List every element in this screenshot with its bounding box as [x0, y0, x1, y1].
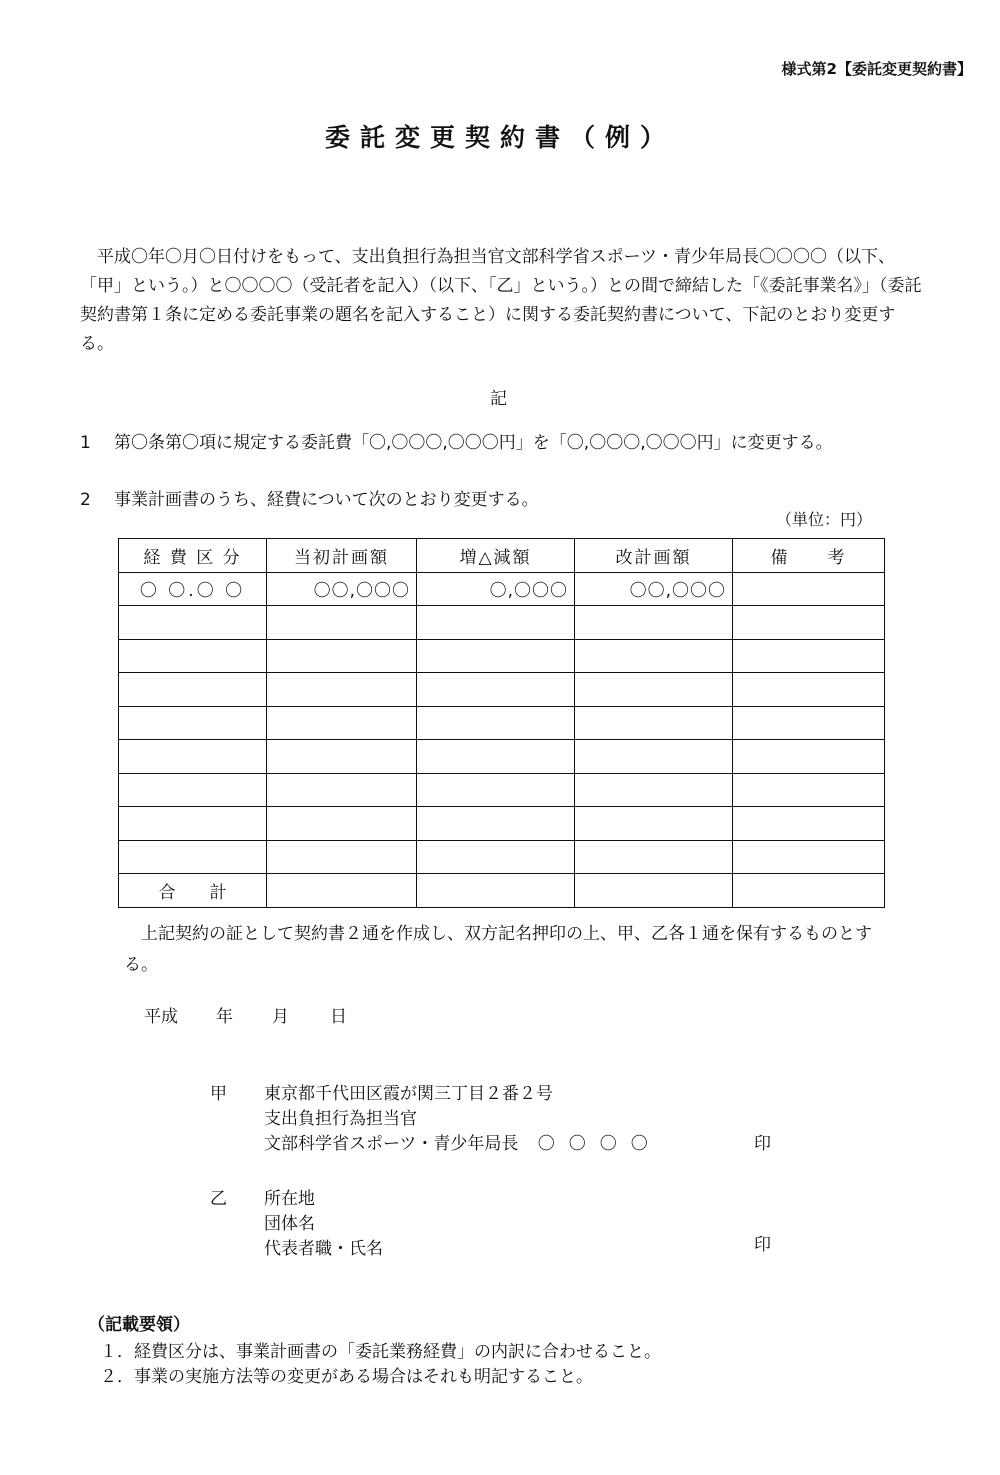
item-1-number: 1 [80, 433, 91, 453]
item-2-number: 2 [80, 490, 91, 510]
table-cell [119, 639, 267, 673]
item-1-text: 第〇条第〇項に規定する委託費「〇,〇〇〇,〇〇〇円」を「〇,〇〇〇,〇〇〇円」に変更する。 [114, 433, 833, 453]
total-label: 合 計 [119, 874, 267, 908]
table-cell [267, 606, 417, 640]
party-a-role: 支出負担行為担当官 [264, 1109, 417, 1129]
table-cell [267, 673, 417, 707]
table-cell [575, 773, 733, 807]
table-cell [417, 807, 575, 841]
party-b-label: 乙 [210, 1189, 227, 1209]
table-cell [119, 740, 267, 774]
table-row [119, 773, 885, 807]
party-a-title: 文部科学省スポーツ・青少年局長 [264, 1134, 519, 1154]
table-cell [267, 639, 417, 673]
table-cell [417, 740, 575, 774]
note-item: １．経費区分は、事業計画書の「委託業務経費」の内訳に合わせること。 [100, 1342, 661, 1362]
table-row [119, 706, 885, 740]
table-cell [733, 706, 885, 740]
expense-table [118, 538, 885, 908]
document-title: 委託変更契約書（例） [324, 123, 675, 152]
table-cell [733, 572, 885, 606]
table-cell [267, 840, 417, 874]
table-cell [733, 740, 885, 774]
table-cell [575, 706, 733, 740]
table-cell [575, 606, 733, 640]
table-cell [733, 673, 885, 707]
table-cell [575, 840, 733, 874]
table-cell [267, 807, 417, 841]
table-cell [119, 773, 267, 807]
table-cell [733, 639, 885, 673]
item-2 [80, 485, 539, 510]
closing-paragraph: 上記契約の証として契約書２通を作成し、双方記名押印の上、甲、乙各１通を保有するものとする。 [124, 924, 872, 975]
note-item: ２．事業の実施方法等の変更がある場合はそれも明記すること。 [100, 1367, 593, 1387]
form-label: 様式第2【委託変更契約書】 [781, 60, 972, 78]
table-cell [417, 606, 575, 640]
table-cell [267, 874, 417, 908]
table-cell [267, 706, 417, 740]
party-a-seal: 印 [754, 1134, 771, 1154]
table-cell: 〇 〇.〇 〇 [119, 572, 267, 606]
table-row [119, 606, 885, 640]
table-cell [733, 807, 885, 841]
table-cell [733, 606, 885, 640]
table-cell: 〇,〇〇〇 [417, 572, 575, 606]
table-row [119, 840, 885, 874]
header-initial-plan: 当初計画額 [267, 539, 417, 573]
ki-heading: 記 [490, 389, 507, 409]
table-cell [733, 874, 885, 908]
table-cell [119, 706, 267, 740]
party-a-label: 甲 [210, 1084, 227, 1104]
unit-label: （単位：円） [776, 510, 873, 529]
date-era: 平成 [144, 1007, 178, 1027]
table-cell [119, 606, 267, 640]
header-expense-category: 経 費 区 分 [119, 539, 267, 573]
table-row [119, 740, 885, 774]
table-cell [575, 807, 733, 841]
date-day: 日 [330, 1007, 347, 1027]
table-row [119, 673, 885, 707]
table-total-row [119, 874, 885, 908]
table-cell [119, 673, 267, 707]
table-cell [119, 840, 267, 874]
table-cell [417, 706, 575, 740]
table-cell: 〇〇,〇〇〇 [575, 572, 733, 606]
table-header-row [119, 539, 885, 573]
table-cell [733, 840, 885, 874]
table-cell: 〇〇,〇〇〇 [267, 572, 417, 606]
table-row [119, 639, 885, 673]
table-cell [417, 840, 575, 874]
party-a-name [264, 1129, 662, 1154]
table-cell [575, 740, 733, 774]
notes-title: （記載要領） [88, 1315, 190, 1335]
table-cell [417, 639, 575, 673]
table-cell [417, 673, 575, 707]
item-2-text: 事業計画書のうち、経費について次のとおり変更する。 [114, 490, 539, 510]
table-cell [575, 874, 733, 908]
contract-date [144, 1002, 347, 1027]
party-b-org: 団体名 [264, 1214, 315, 1234]
header-revised-plan: 改計画額 [575, 539, 733, 573]
item-1 [80, 428, 833, 453]
table-cell [119, 807, 267, 841]
table-cell [417, 773, 575, 807]
party-a-address: 東京都千代田区霞が関三丁目２番２号 [264, 1084, 553, 1104]
intro-paragraph: 平成〇年〇月〇日付けをもって、支出負担行為担当官文部科学省スポーツ・青少年局長〇〇〇〇（以下、「甲」という。）と〇〇〇〇（受託者を記入）（以下、「乙」という。）との間で締結した「《委託事業名》」（委託契約書第１条に定める委託事業の題名を記入すること）に関する委託契約書について、下記のとおり変更する。 [80, 247, 922, 354]
table-cell [417, 874, 575, 908]
table-cell [267, 773, 417, 807]
party-b-seal: 印 [754, 1235, 771, 1255]
table-cell [575, 673, 733, 707]
table-row [119, 572, 885, 606]
table-cell [575, 639, 733, 673]
header-remarks: 備 考 [733, 539, 885, 573]
header-change-amount: 増△減額 [417, 539, 575, 573]
date-month: 月 [272, 1007, 289, 1027]
party-b-representative: 代表者職・氏名 [264, 1239, 383, 1259]
table-cell [267, 740, 417, 774]
party-a-name-placeholder: 〇〇〇〇 [537, 1134, 662, 1154]
table-row [119, 807, 885, 841]
table-cell [733, 773, 885, 807]
party-b-address: 所在地 [264, 1189, 315, 1209]
date-year: 年 [216, 1007, 233, 1027]
